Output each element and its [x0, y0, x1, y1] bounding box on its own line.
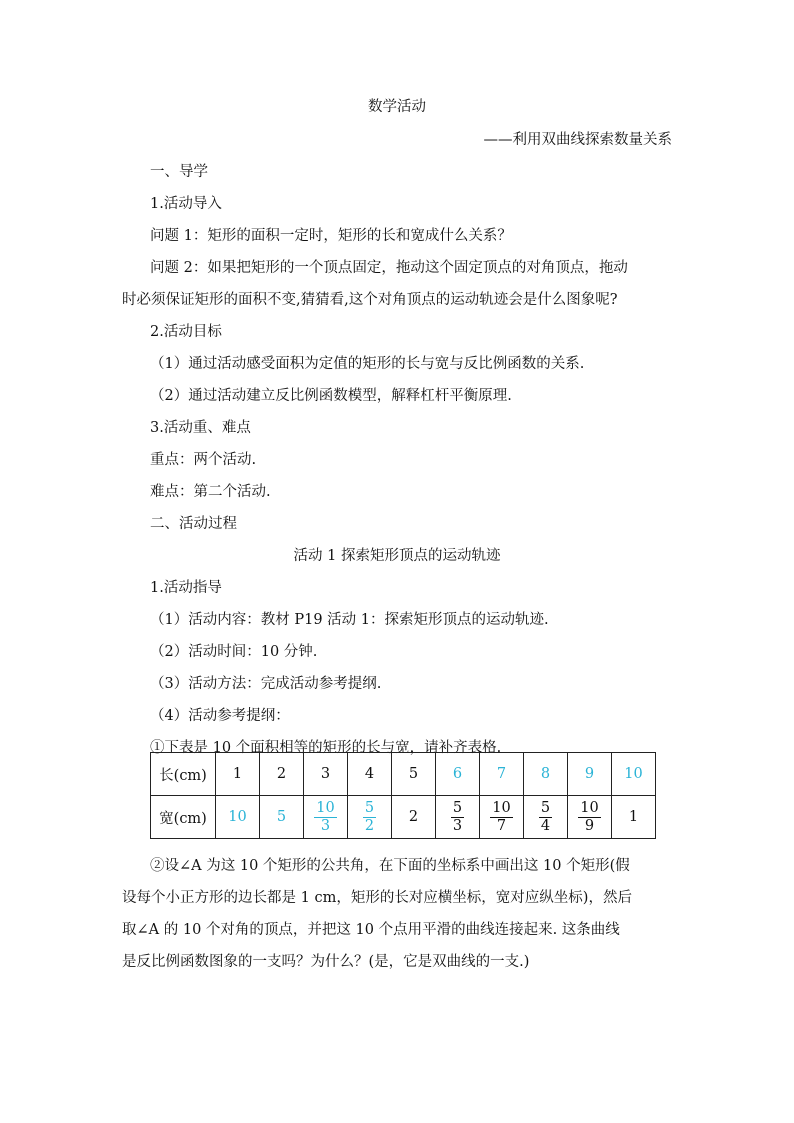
difficult-point: 难点：第二个活动. [150, 484, 271, 500]
width-cell [436, 796, 480, 839]
fraction-numerator: 10 [580, 800, 599, 816]
subheading-intro: 1.活动导入 [150, 196, 222, 212]
fraction [490, 801, 512, 834]
question-2-line-2: 时必须保证矩形的面积不变,猜猜看,这个对角顶点的运动轨迹会是什么图象呢? [122, 292, 618, 308]
fraction-numerator: 5 [452, 800, 463, 816]
width-answer-cell [304, 796, 348, 839]
fraction-numerator: 10 [316, 800, 335, 816]
step-2-line-3: 取∠A 的 10 个对角的顶点，并把这 10 个点用平滑的曲线连接起来. 这条曲线 [122, 922, 620, 938]
fraction-numerator: 5 [540, 800, 551, 816]
width-cell [480, 796, 524, 839]
subheading-guide: 1.活动指导 [150, 580, 222, 596]
fraction-denominator: 2 [364, 818, 375, 834]
question-1: 问题 1：矩形的面积一定时，矩形的长和宽成什么关系？ [150, 228, 512, 244]
guide-item-2: （2）活动时间：10 分钟. [150, 644, 318, 660]
fraction-numerator: 5 [364, 800, 375, 816]
fraction-denominator: 3 [320, 818, 331, 834]
guide-item-4: （4）活动参考提纲： [150, 708, 290, 724]
fraction [314, 801, 336, 834]
step-2-line-2: 设每个小正方形的边长都是 1 cm，矩形的长对应横坐标，宽对应纵坐标)，然后 [122, 890, 632, 906]
width-value: 1 [628, 809, 639, 825]
section-heading-1: 一、导学 [150, 164, 208, 180]
table-row-length [151, 753, 656, 796]
step-2-line-4: 是反比例函数图象的一支吗？为什么？(是，它是双曲线的一支.) [122, 954, 530, 970]
guide-item-1: （1）活动内容：教材 P19 活动 1：探索矩形顶点的运动轨迹. [150, 612, 549, 628]
length-cell: 3 [304, 753, 348, 796]
goal-1: （1）通过活动感受面积为定值的矩形的长与宽与反比例函数的关系. [150, 356, 585, 372]
width-cell [524, 796, 568, 839]
fraction-denominator: 9 [584, 818, 595, 834]
length-answer-cell: 10 [612, 753, 656, 796]
width-answer-cell [216, 796, 260, 839]
width-answer-cell [260, 796, 304, 839]
goal-2: （2）通过活动建立反比例函数模型，解释杠杆平衡原理. [150, 388, 512, 404]
page-title: 数学活动 [368, 99, 426, 115]
width-cell [392, 796, 436, 839]
length-cell: 5 [392, 753, 436, 796]
fraction [363, 801, 376, 834]
guide-item-3: （3）活动方法：完成活动参考提纲. [150, 676, 382, 692]
table-row-width [151, 796, 656, 839]
fraction-denominator: 3 [452, 818, 463, 834]
page-subtitle: ——利用双曲线探索数量关系 [483, 132, 672, 148]
question-2-line-1: 问题 2：如果把矩形的一个顶点固定，拖动这个固定顶点的对角顶点，拖动 [150, 260, 628, 276]
fraction [451, 801, 464, 834]
width-answer-cell [348, 796, 392, 839]
length-answer-cell: 6 [436, 753, 480, 796]
fraction-denominator: 4 [540, 818, 551, 834]
width-cell [612, 796, 656, 839]
fraction [539, 801, 552, 834]
section-heading-2: 二、活动过程 [150, 516, 237, 532]
step-2-line-1: ②设∠A 为这 10 个矩形的公共角，在下面的坐标系中画出这 10 个矩形(假 [150, 858, 630, 874]
fraction [578, 801, 600, 834]
length-cell: 2 [260, 753, 304, 796]
fraction-numerator: 10 [492, 800, 511, 816]
subheading-goals: 2.活动目标 [150, 324, 222, 340]
width-value: 5 [276, 809, 287, 825]
rectangle-table [150, 752, 656, 839]
table-row-header-length: 长(cm) [151, 753, 216, 796]
subheading-key-points: 3.活动重、难点 [150, 420, 251, 436]
fraction-denominator: 7 [496, 818, 507, 834]
length-answer-cell: 9 [568, 753, 612, 796]
length-cell: 4 [348, 753, 392, 796]
length-answer-cell: 8 [524, 753, 568, 796]
activity-1-title: 活动 1 探索矩形顶点的运动轨迹 [293, 548, 501, 564]
width-cell [568, 796, 612, 839]
width-value: 10 [228, 809, 247, 825]
width-value: 2 [408, 809, 419, 825]
length-cell: 1 [216, 753, 260, 796]
step-1: ①下表是 10 个面积相等的矩形的长与宽，请补齐表格. [150, 740, 502, 756]
key-point: 重点：两个活动. [150, 452, 257, 468]
length-answer-cell: 7 [480, 753, 524, 796]
table-row-header-width: 宽(cm) [151, 796, 216, 839]
